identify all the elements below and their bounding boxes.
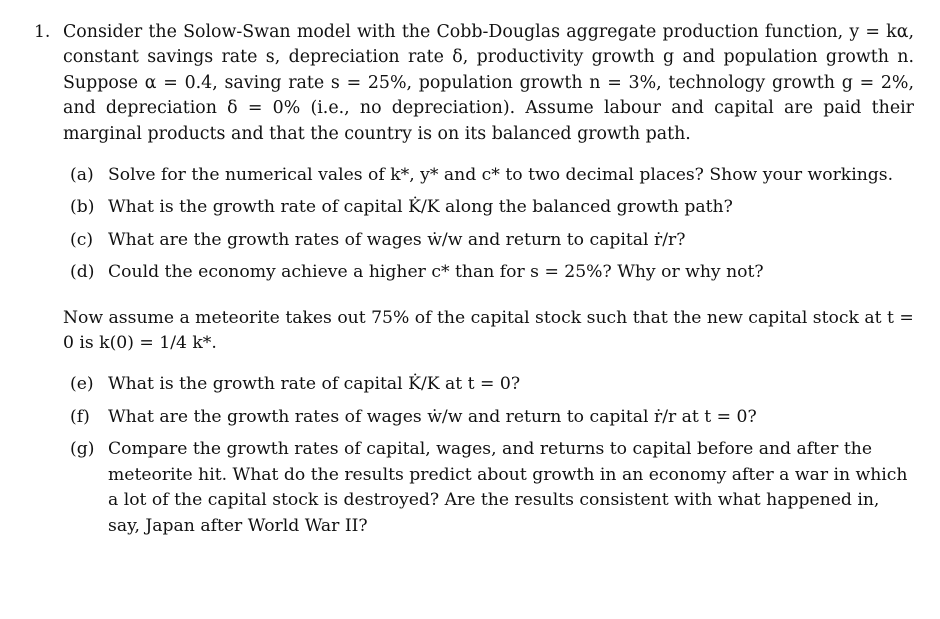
meteorite-paragraph: Now assume a meteorite takes out 75% of the capital stock such that the new capital stock at t = 0 is k(0) = 1/4 k*. <box>63 307 914 354</box>
part-e <box>70 372 914 397</box>
part-text: What are the growth rates of wages ẇ/w and return to capital ṙ/r at t = 0? <box>108 406 757 427</box>
part-g <box>70 437 914 539</box>
question-number: 1. <box>34 22 51 42</box>
question-1 <box>34 20 914 546</box>
part-label: (a) <box>70 165 94 186</box>
part-d <box>70 260 914 285</box>
part-text: Solve for the numerical vales of k*, y* and c* to two decimal places? Show your workings. <box>108 165 894 186</box>
part-label: (g) <box>70 439 95 460</box>
part-c <box>70 228 914 253</box>
part-text: What is the growth rate of capital K̇/K along the balanced growth path? <box>108 197 733 218</box>
part-label: (f) <box>70 406 90 427</box>
parts-list-b <box>70 372 914 538</box>
part-label: (c) <box>70 229 94 250</box>
part-label: (b) <box>70 197 95 218</box>
part-a <box>70 163 914 188</box>
part-text: Could the economy achieve a higher c* than for s = 25%? Why or why not? <box>108 262 764 283</box>
question-intro: Consider the Solow-Swan model with the Cobb-Douglas aggregate production function, y = kα, constant savings rate s, depreciation rate δ, productivity growth g and population growth n. Suppose α = 0.4, saving rate s = 25%, population growth n = 3%, technology growth g = 2%, and depreciation δ = 0% (i.e., no depreciation). Assume labour and capital are paid their marginal products and that the country is on its balanced growth path. <box>63 22 914 144</box>
part-label: (e) <box>70 374 94 395</box>
part-label: (d) <box>70 262 95 283</box>
part-b <box>70 195 914 220</box>
part-text: What is the growth rate of capital K̇/K at t = 0? <box>108 374 521 395</box>
parts-list-a <box>70 163 914 286</box>
part-text: What are the growth rates of wages ẇ/w and return to capital ṙ/r? <box>108 229 686 250</box>
part-text: Compare the growth rates of capital, wages, and returns to capital before and after the meteorite hit. What do the results predict about growth in an economy after a war in which a lot of the capital stock is destroyed? Are the results consistent with what happened in, say, Japan after World War II? <box>108 439 908 536</box>
part-f <box>70 405 914 430</box>
